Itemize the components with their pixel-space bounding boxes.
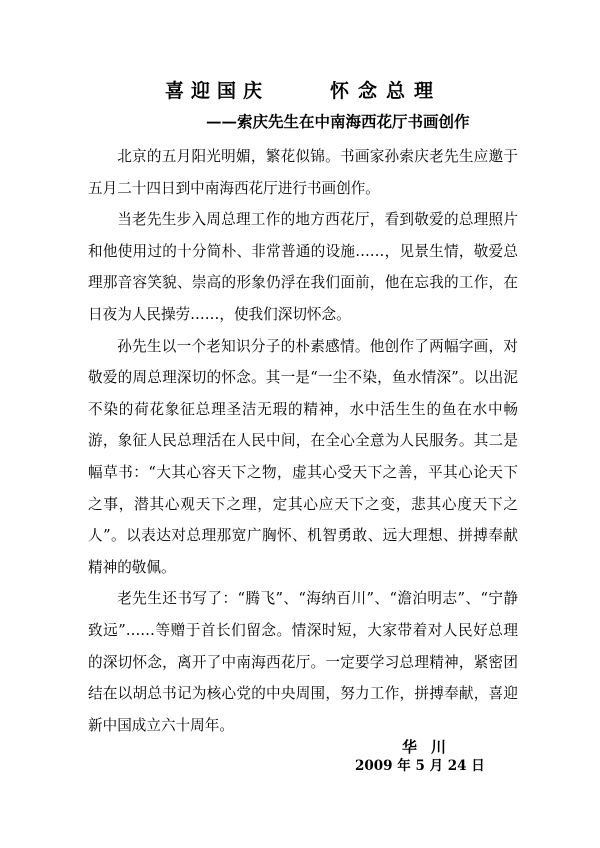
paragraph-4: 老先生还书写了：“腾飞”、“海纳百川”、“澹泊明志”、“宁静致远”……等赠于首长们留念。情深时短，大家带着对人民好总理的深切怀念，离开了中南海西花厅。一定要学习总理精神，紧密团结在以胡总书记为核心党的中央周围，努力工作，拼搏奉献，喜迎新中国成立六十周年。 — [88, 590, 518, 734]
document-subtitle: ——索庆先生在中南海西花厅书画创作 — [206, 112, 470, 131]
document-date: 2009 年 5 月 24 日 — [355, 758, 485, 774]
paragraph-2: 当老先生步入周总理工作的地方西花厅，看到敬爱的总理照片和他使用过的十分简朴、非常普通的设施……，见景生情，敬爱总理那音容笑貌、崇高的形象仍浮在我们面前，他在忘我的工作，在日夜为人民操劳……，使我们深切怀念。 — [88, 211, 518, 323]
author-signature: 华川 — [402, 738, 461, 756]
document-body — [88, 141, 518, 741]
title-remember-premier: 怀念总理 — [330, 80, 443, 102]
title-celebrate-national-day: 喜迎国庆 — [165, 80, 270, 102]
document-title — [0, 76, 600, 104]
paragraph-3: 孙先生以一个老知识分子的朴素感情。他创作了两幅字画，对敬爱的周总理深切的怀念。其一是“一尘不染，鱼水情深”。以出泥不染的荷花象征总理圣洁无瑕的精神，水中活生生的鱼在水中畅游，象征人民总理活在人民中间，在全心全意为人民服务。其二是幅草书：“大其心容天下之物，虚其心受天下之善，平其心论天下之事，潜其心观天下之理，定其心应天下之变，悲其心度天下之人”。以表达对总理那宽广胸怀、机智勇敢、远大理想、拼搏奉献精神的敬佩。 — [88, 337, 518, 576]
paragraph-1: 北京的五月阳光明媚，繁花似锦。书画家孙索庆老先生应邀于五月二十四日到中南海西花厅进行书画创作。 — [88, 148, 518, 197]
